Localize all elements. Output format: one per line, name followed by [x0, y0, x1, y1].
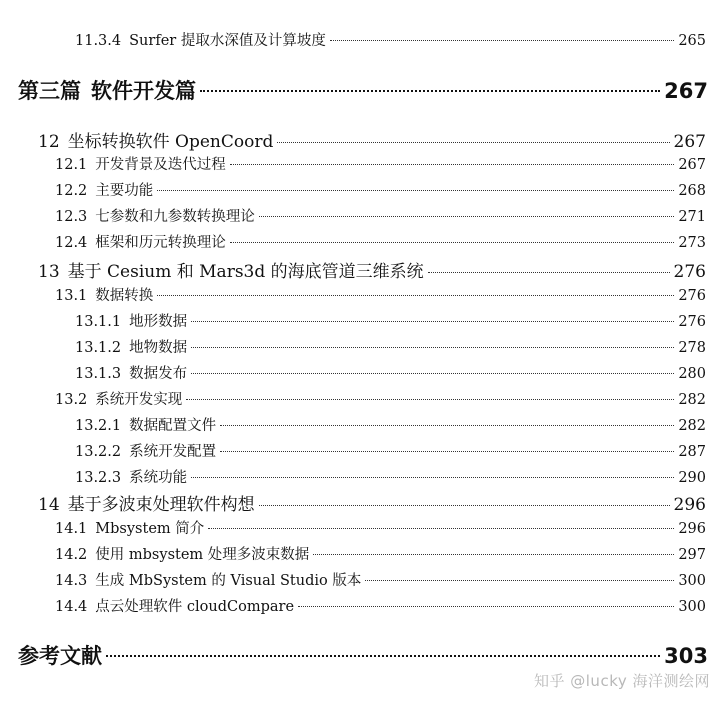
toc-entry-title: 主要功能: [95, 183, 154, 199]
toc-entry-number: 11.3.4: [75, 33, 122, 49]
dot-leader: [186, 399, 674, 400]
toc-section-entry: [55, 284, 706, 305]
toc-section-entry: [55, 543, 706, 564]
toc-section-entry: [55, 569, 706, 590]
toc-entry-label: [55, 595, 294, 616]
toc-entry-title: 系统开发配置: [129, 444, 217, 460]
toc-entry-label: [55, 569, 361, 590]
toc-section-entry: [55, 595, 706, 616]
toc-entry-label: [55, 543, 309, 564]
toc-entry-page: 296: [673, 495, 706, 515]
toc-entry-title: 框架和历元转换理论: [95, 235, 226, 251]
toc-entry-title: 基于多波束处理软件构想: [67, 495, 255, 515]
toc-entry-label: [38, 490, 255, 515]
toc-entry-page: 268: [678, 183, 706, 199]
toc-entry-number: 12.2: [55, 183, 88, 199]
toc-entry-title: 生成 MbSystem 的 Visual Studio 版本: [95, 573, 362, 589]
toc-entry-number: 13.1.1: [75, 314, 122, 330]
dot-leader: [220, 451, 674, 452]
toc-entry-label: [55, 205, 255, 226]
toc-entry-page: 276: [673, 262, 706, 282]
toc-entry-page: 303: [664, 644, 708, 668]
dot-leader: [157, 295, 674, 296]
toc-entry-page: 273: [678, 235, 706, 251]
dot-leader: [191, 373, 674, 374]
toc-entry-title: Surfer 提取水深值及计算坡度: [129, 33, 326, 49]
dot-leader: [313, 554, 674, 555]
dot-leader: [277, 142, 669, 143]
toc-entry-label: [55, 284, 153, 305]
toc-entry-number: 13.2.1: [75, 418, 122, 434]
toc-entry-page: 287: [678, 444, 706, 460]
toc-entry-number: 13.2.3: [75, 470, 122, 486]
toc-entry-label: [75, 310, 187, 331]
toc-subsection-entry: [75, 466, 706, 487]
toc-subsection-entry: [75, 336, 706, 357]
toc-entry-page: 267: [678, 157, 706, 173]
toc-entry-title: 数据转换: [95, 288, 154, 304]
toc-entry-number: 12.4: [55, 235, 88, 251]
watermark-text: 知乎 @lucky 海洋测绘网: [534, 672, 710, 690]
toc-entry-page: 300: [678, 573, 706, 589]
toc-entry-label: [55, 517, 204, 538]
toc-subsection-entry: [75, 362, 706, 383]
dot-leader: [365, 580, 674, 581]
toc-entry-label: [18, 640, 102, 670]
dot-leader: [200, 90, 660, 92]
toc-entry-number: 12: [38, 132, 60, 152]
toc-section-entry: [55, 231, 706, 252]
toc-entry-title: 系统开发实现: [95, 392, 183, 408]
toc-entry-title: 数据配置文件: [129, 418, 217, 434]
toc-entry-page: 280: [678, 366, 706, 382]
toc-entry-number: 14: [38, 495, 60, 515]
toc-entry-number: 14.4: [55, 599, 88, 615]
toc-entry-number: 14.1: [55, 521, 88, 537]
dot-leader: [230, 242, 675, 243]
toc-entry-number: 12.1: [55, 157, 88, 173]
dot-leader: [191, 347, 674, 348]
toc-entry-title: 地形数据: [129, 314, 188, 330]
toc-entry-number: 13.2: [55, 392, 88, 408]
toc-entry-label: [38, 257, 424, 282]
toc-entry-title: 使用 mbsystem 处理多波束数据: [95, 547, 310, 563]
toc-part-entry: [18, 640, 708, 670]
dot-leader: [191, 477, 674, 478]
toc-entry-page: 265: [678, 33, 706, 49]
toc-part-entry: [18, 75, 708, 105]
toc-section-entry: [55, 388, 706, 409]
toc-entry-number: 14.2: [55, 547, 88, 563]
dot-leader: [191, 321, 674, 322]
toc-entry-page: 297: [678, 547, 706, 563]
dot-leader: [106, 655, 660, 657]
toc-entry-number: 13: [38, 262, 60, 282]
toc-section-entry: [55, 517, 706, 538]
toc-entry-title: 地物数据: [129, 340, 188, 356]
toc-entry-label: [55, 179, 153, 200]
toc-entry-label: [75, 466, 187, 487]
toc-entry-label: [75, 29, 326, 50]
toc-entry-number: 13.1.3: [75, 366, 122, 382]
dot-leader: [259, 216, 675, 217]
toc-entry-page: 267: [673, 132, 706, 152]
toc-subsection-entry: [75, 440, 706, 461]
toc-entry-number: 13.1.2: [75, 340, 122, 356]
toc-entry-label: [75, 414, 216, 435]
toc-entry-label: [75, 440, 216, 461]
toc-entry-title: 数据发布: [129, 366, 188, 382]
toc-entry-title: Mbsystem 简介: [95, 521, 205, 537]
toc-entry-title: 软件开发篇: [91, 79, 196, 103]
toc-chapter-entry: [38, 127, 706, 152]
toc-subsection-entry: [75, 310, 706, 331]
toc-entry-title: 坐标转换软件 OpenCoord: [67, 132, 274, 152]
toc-section-entry: [55, 153, 706, 174]
toc-entry-label: [18, 75, 196, 105]
toc-entry-page: 300: [678, 599, 706, 615]
toc-chapter-entry: [38, 257, 706, 282]
toc-entry-label: [55, 388, 182, 409]
toc-entry-title: 系统功能: [129, 470, 188, 486]
toc-entry-label: [75, 336, 187, 357]
dot-leader: [220, 425, 674, 426]
dot-leader: [230, 164, 675, 165]
dot-leader: [330, 40, 674, 41]
toc-section-entry: [55, 205, 706, 226]
toc-entry: [75, 29, 706, 50]
toc-entry-number: 12.3: [55, 209, 88, 225]
dot-leader: [157, 190, 674, 191]
toc-entry-page: 296: [678, 521, 706, 537]
toc-entry-number: 第三篇: [18, 79, 81, 103]
toc-entry-label: [75, 362, 187, 383]
toc-entry-title: 七参数和九参数转换理论: [95, 209, 255, 225]
toc-entry-page: 278: [678, 340, 706, 356]
dot-leader: [428, 272, 670, 273]
dot-leader: [259, 505, 670, 506]
toc-entry-page: 282: [678, 418, 706, 434]
toc-entry-page: 282: [678, 392, 706, 408]
toc-entry-number: 13.2.2: [75, 444, 122, 460]
toc-entry-page: 267: [664, 79, 708, 103]
toc-entry-title: 开发背景及迭代过程: [95, 157, 226, 173]
toc-chapter-entry: [38, 490, 706, 515]
toc-entry-page: 276: [678, 288, 706, 304]
toc-entry-label: [55, 153, 226, 174]
toc-entry-title: 基于 Cesium 和 Mars3d 的海底管道三维系统: [67, 262, 424, 282]
toc-entry-title: 点云处理软件 cloudCompare: [95, 599, 295, 615]
toc-subsection-entry: [75, 414, 706, 435]
toc-section-entry: [55, 179, 706, 200]
toc-entry-page: 276: [678, 314, 706, 330]
toc-entry-number: 14.3: [55, 573, 88, 589]
toc-entry-page: 290: [678, 470, 706, 486]
toc-entry-label: [55, 231, 226, 252]
dot-leader: [298, 606, 674, 607]
dot-leader: [208, 528, 674, 529]
toc-entry-title: 参考文献: [18, 644, 102, 668]
toc-entry-number: 13.1: [55, 288, 88, 304]
toc-entry-label: [38, 127, 273, 152]
toc-entry-page: 271: [678, 209, 706, 225]
